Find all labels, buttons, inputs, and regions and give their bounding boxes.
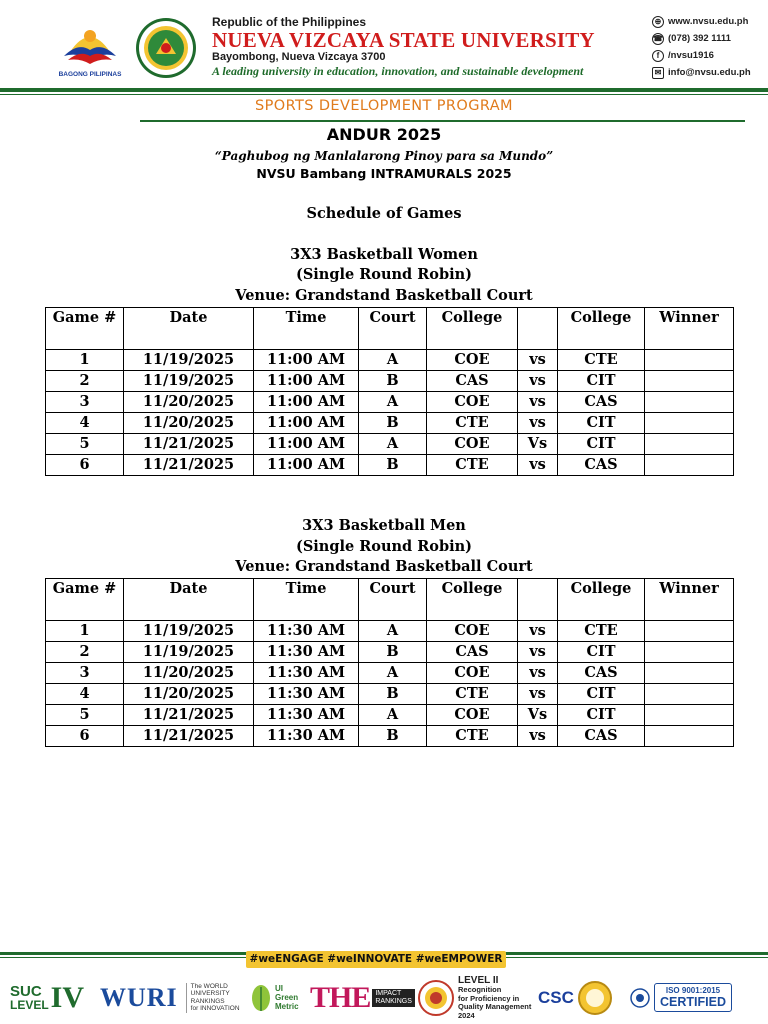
wuri-badge	[100, 975, 240, 1020]
award-line: for Proficiency in	[458, 993, 520, 1003]
quality-award-text	[458, 975, 531, 1020]
cell-date: 11/21/2025	[124, 705, 254, 726]
cell-date: 11/20/2025	[124, 663, 254, 684]
cell-college-b: CIT	[558, 705, 645, 726]
cell-time: 11:00 AM	[254, 413, 359, 434]
women-format: (Single Round Robin)	[295, 266, 473, 283]
cell-court: A	[359, 350, 427, 371]
csc-seal-icon	[578, 981, 612, 1015]
table-row	[46, 392, 734, 413]
wuri-logo-text: WURI	[100, 982, 178, 1012]
cell-court: B	[359, 642, 427, 663]
cell-court: B	[359, 455, 427, 476]
cell-time: 11:30 AM	[254, 705, 359, 726]
cell-college-a: COE	[427, 663, 518, 684]
contact-email-text: info@nvsu.edu.ph	[668, 67, 751, 78]
cell-college-b: CTE	[558, 350, 645, 371]
cell-game: 1	[46, 621, 124, 642]
cell-college-b: CIT	[558, 434, 645, 455]
women-title: 3X3 Basketball Women	[290, 246, 478, 263]
men-format: (Single Round Robin)	[295, 538, 473, 555]
col-time: Time	[254, 579, 359, 621]
level-ii-text: LEVEL II	[458, 975, 499, 986]
cell-college-a: CTE	[427, 726, 518, 747]
university-tagline: A leading university in education, innovation, and sustainable development	[212, 64, 584, 78]
cell-date: 11/19/2025	[124, 621, 254, 642]
program-name: SPORTS DEVELOPMENT PROGRAM	[255, 98, 513, 114]
hashtag-banner: #weENGAGE #weINNOVATE #weEMPOWER	[246, 951, 506, 968]
leaf-icon	[250, 983, 272, 1013]
cell-college-a: CTE	[427, 455, 518, 476]
cell-vs: vs	[518, 371, 558, 392]
quality-award-badge	[418, 975, 531, 1020]
cell-court: B	[359, 684, 427, 705]
nvsu-seal-logo	[134, 16, 198, 80]
col-college-a: College	[427, 308, 518, 350]
intramurals-title: NVSU Bambang INTRAMURALS 2025	[256, 166, 512, 181]
cell-winner	[645, 371, 734, 392]
col-date: Date	[124, 308, 254, 350]
cell-court: A	[359, 392, 427, 413]
cell-time: 11:00 AM	[254, 455, 359, 476]
cell-college-a: COE	[427, 621, 518, 642]
header-divider	[0, 88, 768, 92]
cell-winner	[645, 705, 734, 726]
cell-college-b: CIT	[558, 413, 645, 434]
cell-vs: vs	[518, 726, 558, 747]
table-header-row	[46, 579, 734, 621]
iso-badge	[630, 975, 732, 1020]
award-seal-icon	[418, 980, 454, 1016]
cell-college-b: CIT	[558, 371, 645, 392]
cell-vs: vs	[518, 621, 558, 642]
col-game: Game #	[46, 308, 124, 350]
cell-game: 4	[46, 413, 124, 434]
cell-game: 3	[46, 663, 124, 684]
women-venue: Venue: Grandstand Basketball Court	[235, 287, 533, 304]
award-line: Recognition	[458, 985, 502, 994]
men-schedule-table	[45, 578, 734, 747]
cell-winner	[645, 684, 734, 705]
cell-game: 5	[46, 434, 124, 455]
impact-text: IMPACT	[375, 989, 402, 997]
cell-winner	[645, 621, 734, 642]
csc-badge	[538, 975, 612, 1020]
ui-greenmetric-badge	[250, 975, 299, 1020]
cell-college-b: CTE	[558, 621, 645, 642]
cell-court: A	[359, 621, 427, 642]
event-theme: “Paghubog ng Manlalarong Pinoy para sa Mundo”	[214, 149, 554, 163]
cell-college-a: CTE	[427, 413, 518, 434]
cell-date: 11/21/2025	[124, 455, 254, 476]
table-row	[46, 350, 734, 371]
contact-email[interactable]	[652, 64, 768, 81]
cell-time: 11:00 AM	[254, 371, 359, 392]
contact-phone-text: (078) 392 1111	[668, 33, 731, 44]
wuri-desc-line: UNIVERSITY	[190, 990, 230, 997]
csc-logo-text: CSC	[538, 987, 574, 1007]
cell-winner	[645, 642, 734, 663]
wuri-desc-line: The WORLD	[190, 982, 228, 990]
cell-date: 11/20/2025	[124, 392, 254, 413]
iso-icon	[630, 988, 650, 1008]
cell-time: 11:00 AM	[254, 350, 359, 371]
cell-time: 11:30 AM	[254, 642, 359, 663]
cell-court: B	[359, 371, 427, 392]
facebook-icon: f	[652, 50, 664, 62]
cell-vs: vs	[518, 642, 558, 663]
iso-standard-text: ISO 9001:2015	[665, 986, 721, 995]
table-row	[46, 455, 734, 476]
iso-certified-text: CERTIFIED	[660, 995, 726, 1009]
cell-time: 11:30 AM	[254, 621, 359, 642]
contact-phone[interactable]	[652, 30, 768, 47]
cell-court: A	[359, 663, 427, 684]
contact-list	[652, 13, 768, 81]
cell-winner	[645, 455, 734, 476]
wuri-desc-line: RANKINGS	[190, 997, 225, 1005]
cell-game: 3	[46, 392, 124, 413]
col-vs	[518, 579, 558, 621]
cell-vs: vs	[518, 392, 558, 413]
cell-time: 11:00 AM	[254, 392, 359, 413]
cell-court: B	[359, 413, 427, 434]
cell-college-a: CAS	[427, 642, 518, 663]
bagong-pilipinas-logo	[58, 16, 122, 80]
cell-game: 2	[46, 642, 124, 663]
table-row	[46, 726, 734, 747]
cell-college-b: CAS	[558, 663, 645, 684]
table-header-row	[46, 308, 734, 350]
cell-date: 11/21/2025	[124, 434, 254, 455]
women-schedule-table	[45, 307, 734, 476]
cell-vs: vs	[518, 455, 558, 476]
col-court: Court	[359, 579, 427, 621]
cell-court: A	[359, 705, 427, 726]
cell-winner	[645, 434, 734, 455]
header-divider-thin	[0, 94, 768, 95]
col-college-b: College	[558, 579, 645, 621]
cell-vs: vs	[518, 413, 558, 434]
level-text: LEVEL	[10, 998, 49, 1012]
university-identity	[212, 16, 632, 79]
republic-line: Republic of the Philippines	[212, 15, 367, 29]
university-address: Bayombong, Nueva Vizcaya 3700	[212, 51, 386, 63]
table-row	[46, 663, 734, 684]
col-date: Date	[124, 579, 254, 621]
cell-game: 1	[46, 350, 124, 371]
green-text: Green	[275, 993, 299, 1002]
the-impact-badge	[310, 975, 415, 1020]
wuri-description	[186, 983, 240, 1013]
col-court: Court	[359, 308, 427, 350]
cell-college-b: CAS	[558, 726, 645, 747]
cell-time: 11:00 AM	[254, 434, 359, 455]
men-venue: Venue: Grandstand Basketball Court	[235, 558, 533, 575]
cell-date: 11/20/2025	[124, 684, 254, 705]
cell-college-b: CAS	[558, 455, 645, 476]
globe-icon: ⊕	[652, 16, 664, 28]
award-year: 2024	[458, 1010, 475, 1020]
university-name: NUEVA VIZCAYA STATE UNIVERSITY	[212, 28, 595, 52]
cell-date: 11/19/2025	[124, 642, 254, 663]
col-college-b: College	[558, 308, 645, 350]
iso-certified-box	[654, 983, 732, 1012]
cell-college-b: CAS	[558, 392, 645, 413]
cell-college-b: CIT	[558, 642, 645, 663]
col-college-a: College	[427, 579, 518, 621]
cell-game: 5	[46, 705, 124, 726]
suc-level-badge	[10, 975, 84, 1020]
cell-college-b: CIT	[558, 684, 645, 705]
cell-college-a: CAS	[427, 371, 518, 392]
col-winner: Winner	[645, 308, 734, 350]
col-winner: Winner	[645, 579, 734, 621]
phone-icon: ☎	[653, 34, 663, 43]
cell-date: 11/19/2025	[124, 371, 254, 392]
table-row	[46, 684, 734, 705]
cell-winner	[645, 726, 734, 747]
cell-game: 2	[46, 371, 124, 392]
cell-court: B	[359, 726, 427, 747]
contact-facebook-text: /nvsu1916	[668, 50, 714, 61]
cell-vs: vs	[518, 350, 558, 371]
men-title: 3X3 Basketball Men	[302, 517, 466, 534]
table-row	[46, 642, 734, 663]
col-time: Time	[254, 308, 359, 350]
wuri-desc-line: for INNOVATION	[190, 1005, 240, 1012]
rankings-text: RANKINGS	[375, 997, 412, 1005]
cell-college-a: COE	[427, 392, 518, 413]
level-iv-text: IV	[50, 980, 85, 1014]
metric-text: Metric	[275, 1002, 299, 1011]
cell-date: 11/19/2025	[124, 350, 254, 371]
cell-vs: vs	[518, 663, 558, 684]
cell-game: 6	[46, 455, 124, 476]
cell-time: 11:30 AM	[254, 726, 359, 747]
cell-winner	[645, 350, 734, 371]
cell-college-a: COE	[427, 350, 518, 371]
col-vs	[518, 308, 558, 350]
table-row	[46, 371, 734, 392]
cell-vs: Vs	[518, 705, 558, 726]
program-divider	[140, 120, 745, 122]
letterhead	[0, 0, 768, 92]
event-title: ANDUR 2025	[326, 125, 442, 144]
cell-court: A	[359, 434, 427, 455]
table-row	[46, 705, 734, 726]
cell-date: 11/20/2025	[124, 413, 254, 434]
contact-website-text: www.nvsu.edu.ph	[668, 16, 749, 27]
contact-facebook[interactable]	[652, 47, 768, 64]
cell-vs: vs	[518, 684, 558, 705]
cell-game: 4	[46, 684, 124, 705]
table-row	[46, 413, 734, 434]
bagong-pilipinas-text: BAGONG PILIPINAS	[58, 71, 122, 78]
impact-rankings-label	[372, 989, 415, 1007]
cell-vs: Vs	[518, 434, 558, 455]
accreditation-badges	[0, 975, 768, 1020]
cell-time: 11:30 AM	[254, 663, 359, 684]
ui-text: UI	[275, 984, 283, 993]
contact-website[interactable]	[652, 13, 768, 30]
cell-winner	[645, 663, 734, 684]
award-line: Quality Management	[458, 1002, 532, 1011]
cell-college-a: COE	[427, 705, 518, 726]
cell-time: 11:30 AM	[254, 684, 359, 705]
cell-winner	[645, 413, 734, 434]
col-game: Game #	[46, 579, 124, 621]
mail-icon: ✉	[652, 67, 664, 79]
cell-college-a: COE	[427, 434, 518, 455]
suc-text: SUC	[10, 983, 42, 1000]
the-logo-text: THE	[310, 980, 371, 1014]
women-rows	[46, 350, 734, 476]
cell-date: 11/21/2025	[124, 726, 254, 747]
ui-greenmetric-text	[275, 984, 299, 1011]
cell-college-a: CTE	[427, 684, 518, 705]
cell-winner	[645, 392, 734, 413]
table-row	[46, 621, 734, 642]
cell-game: 6	[46, 726, 124, 747]
table-row	[46, 434, 734, 455]
schedule-heading: Schedule of Games	[306, 205, 462, 222]
men-rows	[46, 621, 734, 747]
